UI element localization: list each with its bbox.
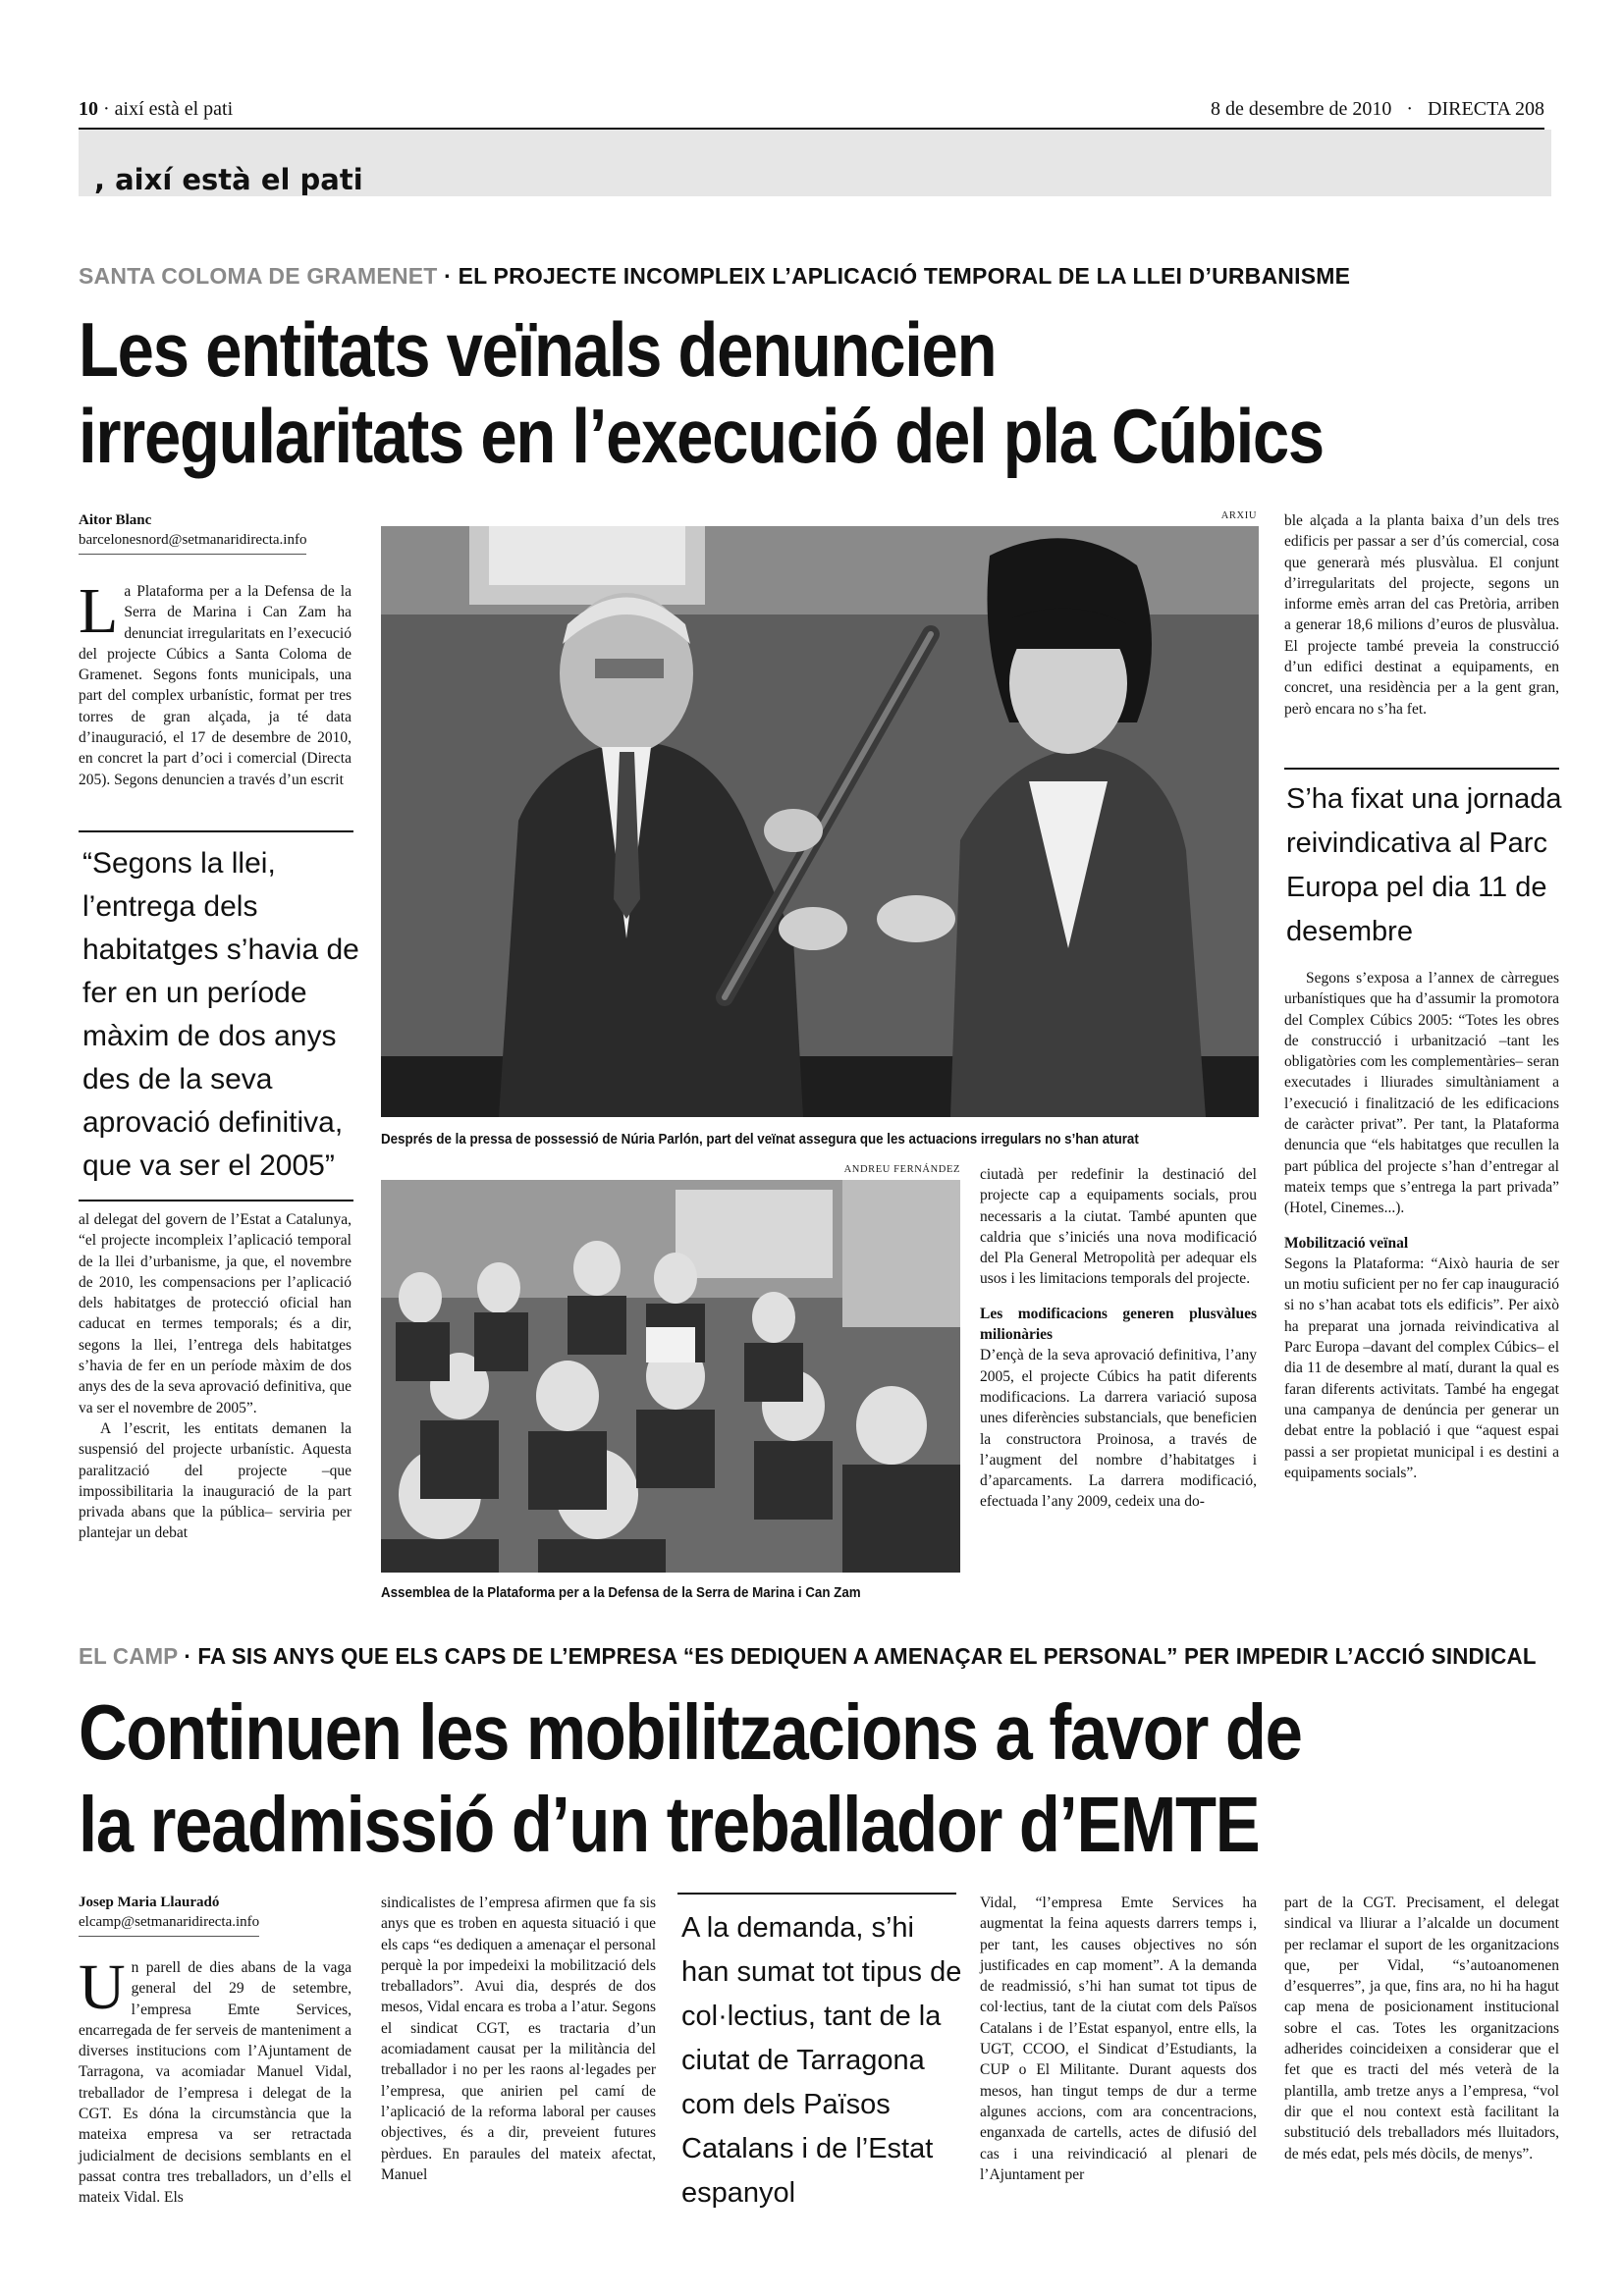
article1-byline — [79, 510, 358, 555]
article1-col4-p2: Segons s’exposa a l’annex de càrregues urbanístiques que ha d’assumir la promotora del Complex Cúbics 2005: “Totes les obres de construcció i urbanització –tant les obligatòries com les complementàries– seran executades i lliurades simultàniament a l’execució i finalització de les edificacions de caràcter privat”. Per tant, la Plataforma denuncia que “els habitatges que recullen la part pública del projecte s’han d’entregar al mateix temps que s’entrega la part privada” (Hotel, Cinemes...). — [1284, 970, 1559, 1217]
article1-col1-bottom — [79, 1209, 352, 1602]
article2-kicker-place: EL CAMP — [79, 1643, 178, 1669]
article1-subhead-plusvalues: Les modificacions generen plusvàlues milionàries — [980, 1305, 1257, 1344]
article2-dropcap: U — [79, 1951, 126, 2023]
issue-date: 8 de desembre de 2010 — [1210, 98, 1392, 120]
article2-author: Josep Maria Llauradó — [79, 1895, 220, 1910]
article1-col3 — [980, 1164, 1257, 1602]
photo-ceremony-image — [381, 526, 1259, 1117]
article2-headline-line2: la readmissió d’un treballador d’EMTE — [79, 1781, 1260, 1868]
article1-col4-p3: Segons la Plataforma: “Això hauria de ser un motiu suficient per no fer cap inauguració si no s’han acabat tots els edificis”. Per això ha preparat una jornada reivindicativa al Parc Europa –davant del complex Cúbics– el dia 11 de desembre al matí, durant la qual es faran diferents activitats. També ha engegat una campanya de denúncia per generar un debat entre la població i que “aquest espai passi a ser propietat municipal i es destini a equipaments socials”. — [1284, 1255, 1559, 1481]
running-head-right — [1211, 98, 1544, 121]
section-band — [79, 130, 1551, 196]
article1-col1-top — [79, 575, 352, 817]
article1-col1-p2: al delegat del govern de l’Estat a Catalunya, “el projecte incompleix l’aplicació temporal de la llei d’urbanisme, ja que, el novembre de 2010, les compensacions per l’aplicació dels habitatges de protecció oficial han caducat en termes temporals; és a dir, segons la llei, l’entrega dels habitatges s’havia de fer en un període màxim de dos anys des de la seva aprovació definitiva, que va ser el novembre de 2005”. — [79, 1211, 352, 1416]
article2-headline — [79, 1686, 1302, 1871]
photo1-credit: ARXIU — [1220, 510, 1257, 521]
photo2-credit: ANDREU FERNÁNDEZ — [843, 1164, 960, 1175]
article2-col5 — [1284, 1893, 1559, 2183]
article2-email: elcamp@setmanaridirecta.info — [79, 1912, 259, 1937]
article2-byline — [79, 1893, 358, 1937]
article1-subhead-mobilitzacio: Mobilització veïnal — [1284, 1234, 1409, 1252]
running-head — [79, 98, 1544, 124]
article1-headline-line2: irregularitats en l’execució del pla Cúbics — [79, 393, 1324, 479]
separator-dot: · — [1406, 98, 1414, 120]
article2-col2 — [381, 1893, 656, 2183]
article1-headline — [79, 306, 1324, 479]
photo-assembly — [381, 1180, 960, 1573]
article2-col2-text: sindicalistes de l’empresa afirmen que fa sis anys que es troben en aquesta situació i que els caps “es dediquen a amenaçar el personal perquè la por impedeixi la mobilització dels treballadors”. Avui dia, després de dos mesos, Vidal encara es troba a l’atur. Segons el sindicat CGT, es tractaria d’un acomiadament causat per la militància del treballador i no per les raons al·legades per l’empresa, que anirien pel camí de l’aplicació de la reforma laboral per causes objectives, és a dir, preveient futures pèrdues. En paraules del mateix afectat, Manuel — [381, 1895, 656, 2183]
article1-author: Aitor Blanc — [79, 512, 152, 528]
article1-kicker-place: SANTA COLOMA DE GRAMENET — [79, 263, 438, 289]
article2-headline-line1: Continuen les mobilitzacions a favor de — [79, 1688, 1302, 1776]
article1-dropcap: L — [79, 575, 119, 647]
article2-col1-text: n parell de dies abans de la vaga general del 29 de setembre, l’empresa Emte Services, encarregada de fer serveis de manteniment a diverses institucions com l’Ajuntament de Tarragona, va acomiadar Manuel Vidal, treballador de l’empresa i delegat de la CGT. Es dóna la circumstància que la mateixa empresa va ser retractada judicialment de decisions semblants en el passat contra tres treballadors, un d’ells el mateix Vidal. Els — [79, 1959, 352, 2207]
article2-col4-text: Vidal, “l’empresa Emte Services ha augmentat la feina aquests darrers temps i, per tant, les causes objectives no són justificades en cap moment”. A la demanda de readmissió, s’hi han sumat tot tipus de col·lectius, tant de la ciutat com dels Països Catalans i de l’Estat espanyol, entre ells, la UGT, CCOO, el Sindicat d’Estudiants, la CUP o El Militante. Durant aquests dos mesos, han tingut temps de dur a terme algunes accions, com ara concentracions, enganxada de cartells, actes de difusió del cas i una reivindicació al plenari de l’Ajuntament per — [980, 1895, 1257, 2183]
article2-pullquote: A la demanda, s’hi han sumat tot tipus de col·lectius, tant de la ciutat de Tarragona com dels Països Catalans i de l’Estat espanyol — [681, 1912, 962, 2209]
article2-kicker-text: · FA SIS ANYS QUE ELS CAPS DE L’EMPRESA “ES DEDIQUEN A AMENAÇAR EL PERSONAL” PER IMPEDIR L’ACCIÓ SINDICAL — [177, 1643, 1537, 1669]
article1-pullquote2: S’ha fixat una jornada reivindicativa al Parc Europa pel dia 11 de desembre — [1286, 783, 1562, 947]
pullquote1-bottom-rule — [79, 1200, 353, 1201]
article1-kicker — [79, 263, 1350, 290]
article2-col1 — [79, 1951, 352, 2207]
article1-pullquote: “Segons la llei, l’entrega dels habitatges s’havia de fer en un període màxim de dos anys des de la seva aprovació definitiva, que va ser el 2005” — [82, 847, 359, 1182]
article1-col4-p1: ble alçada a la planta baixa d’un dels tres edificis per passar a ser d’ús comercial, cosa que generarà més plusvàlua. El conjunt d’irregularitats del projecte, segons un informe emès arran del cas Pretòria, arriben a generar 18,6 milions d’euros de plusvàlua. El projecte també preveia la construcció d’un edifici destinat a equipaments, en concret, una residència per a la gent gran, però encara no s’ha fet. — [1284, 512, 1559, 718]
article1-col3-p1: ciutadà per redefinir la destinació del projecte cap a equipaments socials, prou necessaris a la ciutat. També apunten que caldria que s’iniciés una nova modificació del Pla General Metropolità per adequar els usos i les limitacions temporals del projecte. — [980, 1166, 1257, 1288]
pullquote2-top-rule — [1284, 768, 1559, 770]
article1-col1-p1: a Plataforma per a la Defensa de la Serra de Marina i Can Zam ha denunciat irregularitats en l’execució del projecte Cúbics a Santa Coloma de Gramenet. Segons fonts municipals, una part del complex urbanístic, format per tres torres de gran alçada, ja té data d’inauguració, el 17 de desembre de 2010, en concret la part d’oci i comercial (Directa 205). Segons denuncien a través d’un escrit — [79, 583, 352, 788]
article1-col3-p2: D’ençà de la seva aprovació definitiva, l’any 2005, el projecte Cúbics ha patit diferents modificacions. La darrera variació suposa unes diferències substancials, que beneficien la constructora Proinosa, a través de l’augment del nombre d’habitatges i d’aparcaments. La darrera modificació, efectuada l’any 2009, cedeix una do- — [980, 1347, 1257, 1511]
article2-col5-text: part de la CGT. Precisament, el delegat sindical va lliurar a l’alcalde un document per reclamar el suport de les organitzacions que, per Vidal, “s’autoanomenen d’esquerres”, ja que, fins ara, no hi ha hagut cap mena de posicionament institucional sobre el cas. Totes les organitzacions adherides coincideixen a considerar que el fet que es tracti del més veterà de la plantilla, amb tretze anys a l’empresa, “vol dir que el nou context està facilitant la substitució dels treballadors més lluitadors, de més edat, pels més dòcils, de menys”. — [1284, 1895, 1559, 2163]
photo-assembly-image — [381, 1180, 960, 1573]
section-title: , així està el pati — [94, 163, 363, 196]
pullquote3-top-rule — [677, 1893, 956, 1895]
article1-headline-line1: Les entitats veïnals denuncien — [79, 306, 997, 393]
article1-col4-top — [1284, 510, 1559, 746]
page-number: 10 — [79, 98, 98, 120]
photo-ceremony — [381, 526, 1259, 1117]
section-slug: · així està el pati — [98, 98, 234, 120]
photo1-caption: Després de la pressa de possessió de Núria Parlón, part del veïnat assegura que les actuacions irregulars no s’han aturat — [381, 1132, 1139, 1148]
article1-col4-bottom — [1284, 968, 1559, 1604]
article1-email: barcelonesnord@setmanaridirecta.info — [79, 530, 306, 555]
article1-col1-p3: A l’escrit, les entitats demanen la suspensió del projecte urbanístic. Aquesta paralització del projecte –que impossibilitaria la inauguració de la part privada abans que la pública– serviria per plantejar un debat — [79, 1419, 352, 1542]
article1-kicker-text: · EL PROJECTE INCOMPLEIX L’APLICACIÓ TEMPORAL DE LA LLEI D’URBANISME — [437, 263, 1351, 289]
running-head-left — [79, 98, 233, 121]
article2-kicker — [79, 1643, 1537, 1670]
issue-number: DIRECTA 208 — [1428, 98, 1544, 120]
photo2-caption: Assemblea de la Plataforma per a la Defensa de la Serra de Marina i Can Zam — [381, 1585, 861, 1601]
article2-col4 — [980, 1893, 1257, 2183]
pullquote1-top-rule — [79, 830, 353, 832]
